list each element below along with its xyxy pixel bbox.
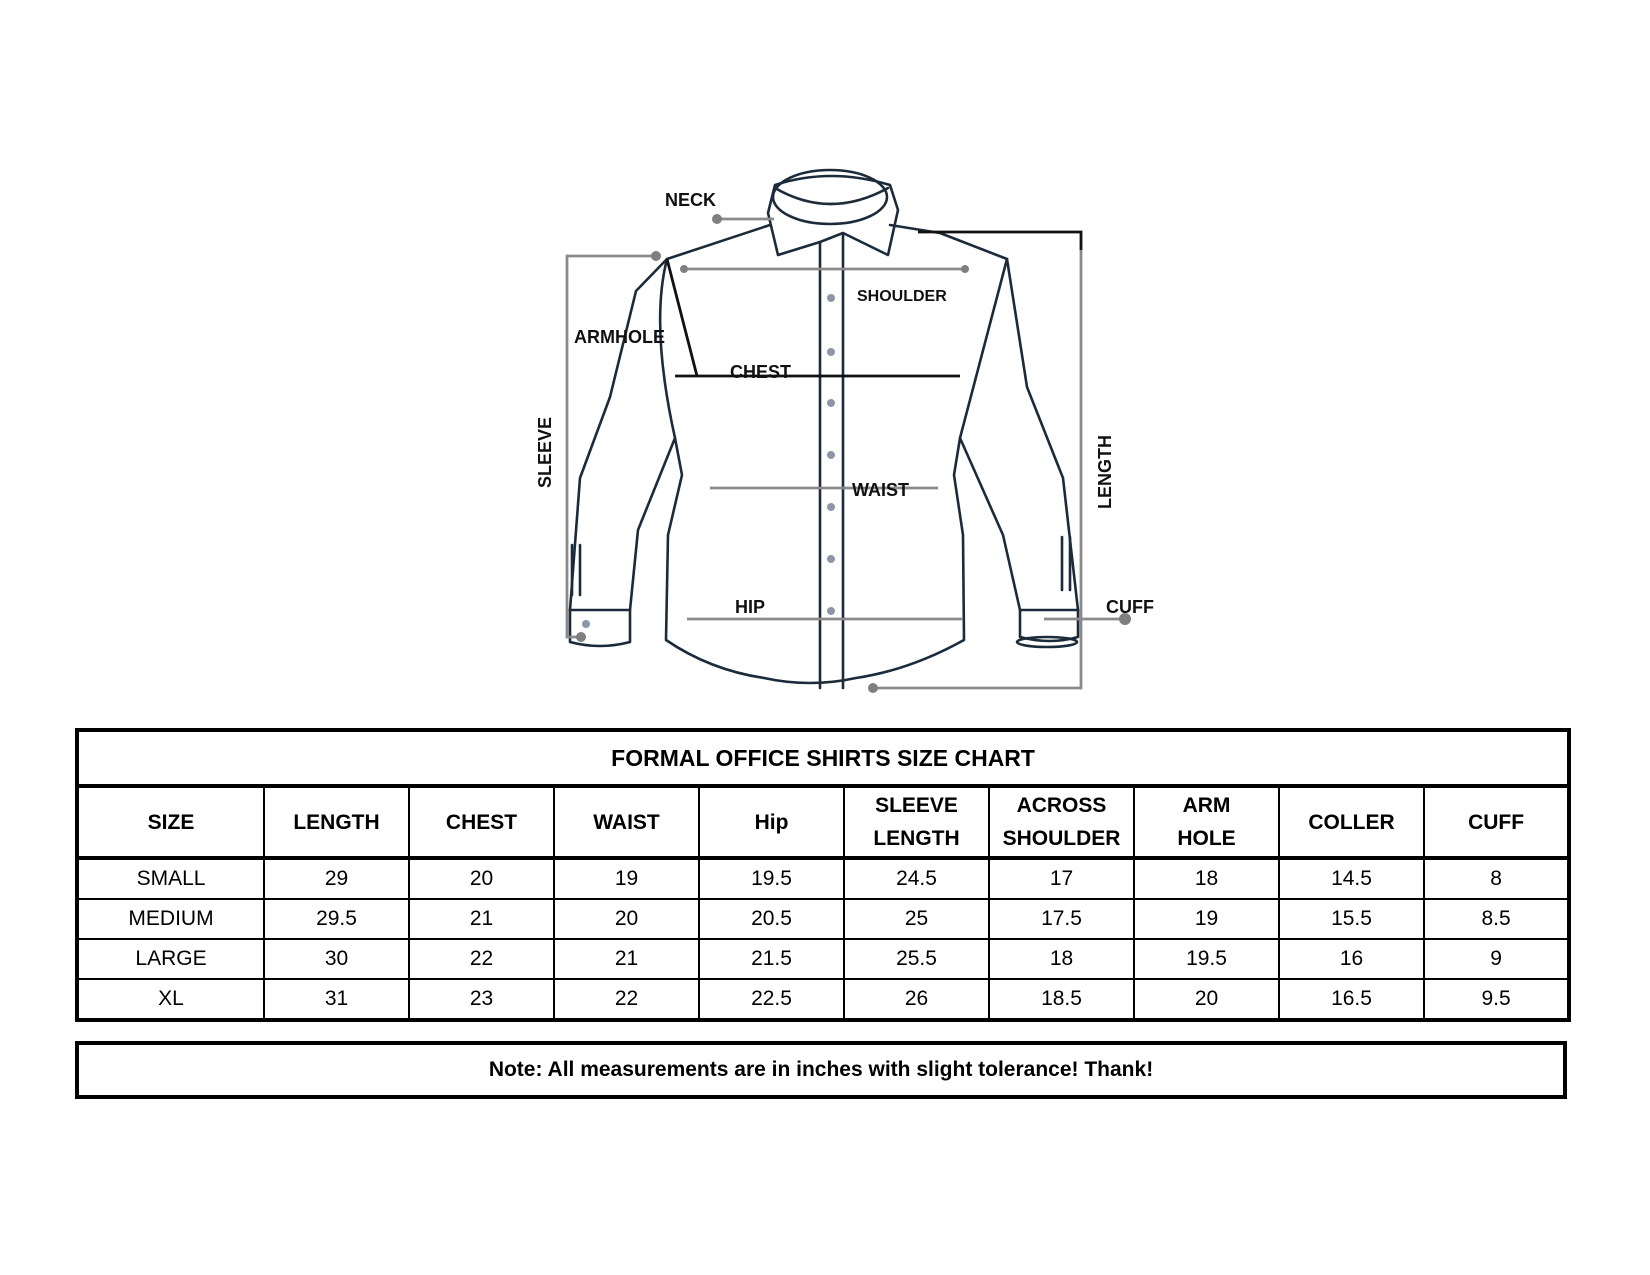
cell-across-shoulder: 17 [989, 858, 1134, 899]
cell-length: 29.5 [264, 899, 409, 939]
measurement-note: Note: All measurements are in inches with slight tolerance! Thank! [75, 1041, 1567, 1099]
cell-waist: 22 [554, 979, 699, 1020]
cell-size: MEDIUM [77, 899, 264, 939]
cell-sleeve-length: 24.5 [844, 858, 989, 899]
header-line: LENGTH [873, 827, 960, 850]
header-hip [699, 786, 844, 858]
waist-label: WAIST [852, 480, 909, 500]
cell-length: 30 [264, 939, 409, 979]
header-size [77, 786, 264, 858]
cell-coller: 15.5 [1279, 899, 1424, 939]
cell-cuff: 8 [1424, 858, 1569, 899]
header-line: HOLE [1177, 827, 1236, 850]
header-line: Hip [754, 810, 789, 834]
header-row [77, 786, 1569, 858]
sleeve-label: SLEEVE [535, 416, 555, 488]
cell-coller: 16 [1279, 939, 1424, 979]
cell-sleeve-length: 25 [844, 899, 989, 939]
cell-sleeve-length: 25.5 [844, 939, 989, 979]
cell-arm-hole: 19 [1134, 899, 1279, 939]
header-chest [409, 786, 554, 858]
cell-across-shoulder: 18 [989, 939, 1134, 979]
cell-length: 29 [264, 858, 409, 899]
header-across-shoulder [989, 786, 1134, 858]
cell-sleeve-length: 26 [844, 979, 989, 1020]
cell-across-shoulder: 17.5 [989, 899, 1134, 939]
header-waist [554, 786, 699, 858]
cell-arm-hole: 18 [1134, 858, 1279, 899]
table-body [77, 858, 1569, 1020]
cell-hip: 22.5 [699, 979, 844, 1020]
cell-waist: 21 [554, 939, 699, 979]
cell-chest: 23 [409, 979, 554, 1020]
header-coller [1279, 786, 1424, 858]
header-line: WAIST [593, 810, 660, 834]
cell-length: 31 [264, 979, 409, 1020]
hip-label: HIP [735, 597, 766, 617]
cell-coller: 14.5 [1279, 858, 1424, 899]
header-sleeve-length [844, 786, 989, 858]
header-length [264, 786, 409, 858]
header-line: ARM [1182, 794, 1231, 817]
header-line: CUFF [1468, 810, 1525, 834]
cell-waist: 20 [554, 899, 699, 939]
shirt-measurement-diagram [510, 125, 1170, 710]
shirt-outline [570, 170, 1078, 688]
table-row [77, 939, 1569, 979]
shoulder-label: SHOULDER [857, 288, 947, 305]
cuff-label: CUFF [1106, 597, 1154, 617]
header-line: COLLER [1308, 810, 1395, 834]
measurement-lines [567, 214, 1131, 693]
cell-size: XL [77, 979, 264, 1020]
table-row [77, 858, 1569, 899]
cell-arm-hole: 20 [1134, 979, 1279, 1020]
header-line: ACROSS [1016, 794, 1107, 817]
cell-chest: 20 [409, 858, 554, 899]
cell-cuff: 9.5 [1424, 979, 1569, 1020]
cell-chest: 22 [409, 939, 554, 979]
armhole-label: ARMHOLE [574, 327, 665, 347]
cell-hip: 20.5 [699, 899, 844, 939]
header-cuff [1424, 786, 1569, 858]
size-chart-table [75, 728, 1571, 1022]
cell-cuff: 9 [1424, 939, 1569, 979]
header-line: SHOULDER [1002, 827, 1121, 850]
table-title: FORMAL OFFICE SHIRTS SIZE CHART [77, 730, 1569, 786]
cell-cuff: 8.5 [1424, 899, 1569, 939]
header-line: LENGTH [293, 810, 380, 834]
cell-size: SMALL [77, 858, 264, 899]
header-arm-hole [1134, 786, 1279, 858]
header-line: CHEST [445, 810, 518, 834]
table-row [77, 899, 1569, 939]
header-line: SLEEVE [875, 794, 958, 817]
cell-hip: 21.5 [699, 939, 844, 979]
cell-waist: 19 [554, 858, 699, 899]
cell-coller: 16.5 [1279, 979, 1424, 1020]
cell-arm-hole: 19.5 [1134, 939, 1279, 979]
neck-label: NECK [665, 190, 717, 210]
chest-label: CHEST [730, 362, 792, 382]
table-row [77, 979, 1569, 1020]
cell-size: LARGE [77, 939, 264, 979]
header-line: SIZE [147, 810, 195, 834]
length-label: LENGTH [1095, 435, 1115, 509]
cell-chest: 21 [409, 899, 554, 939]
cell-across-shoulder: 18.5 [989, 979, 1134, 1020]
cell-hip: 19.5 [699, 858, 844, 899]
